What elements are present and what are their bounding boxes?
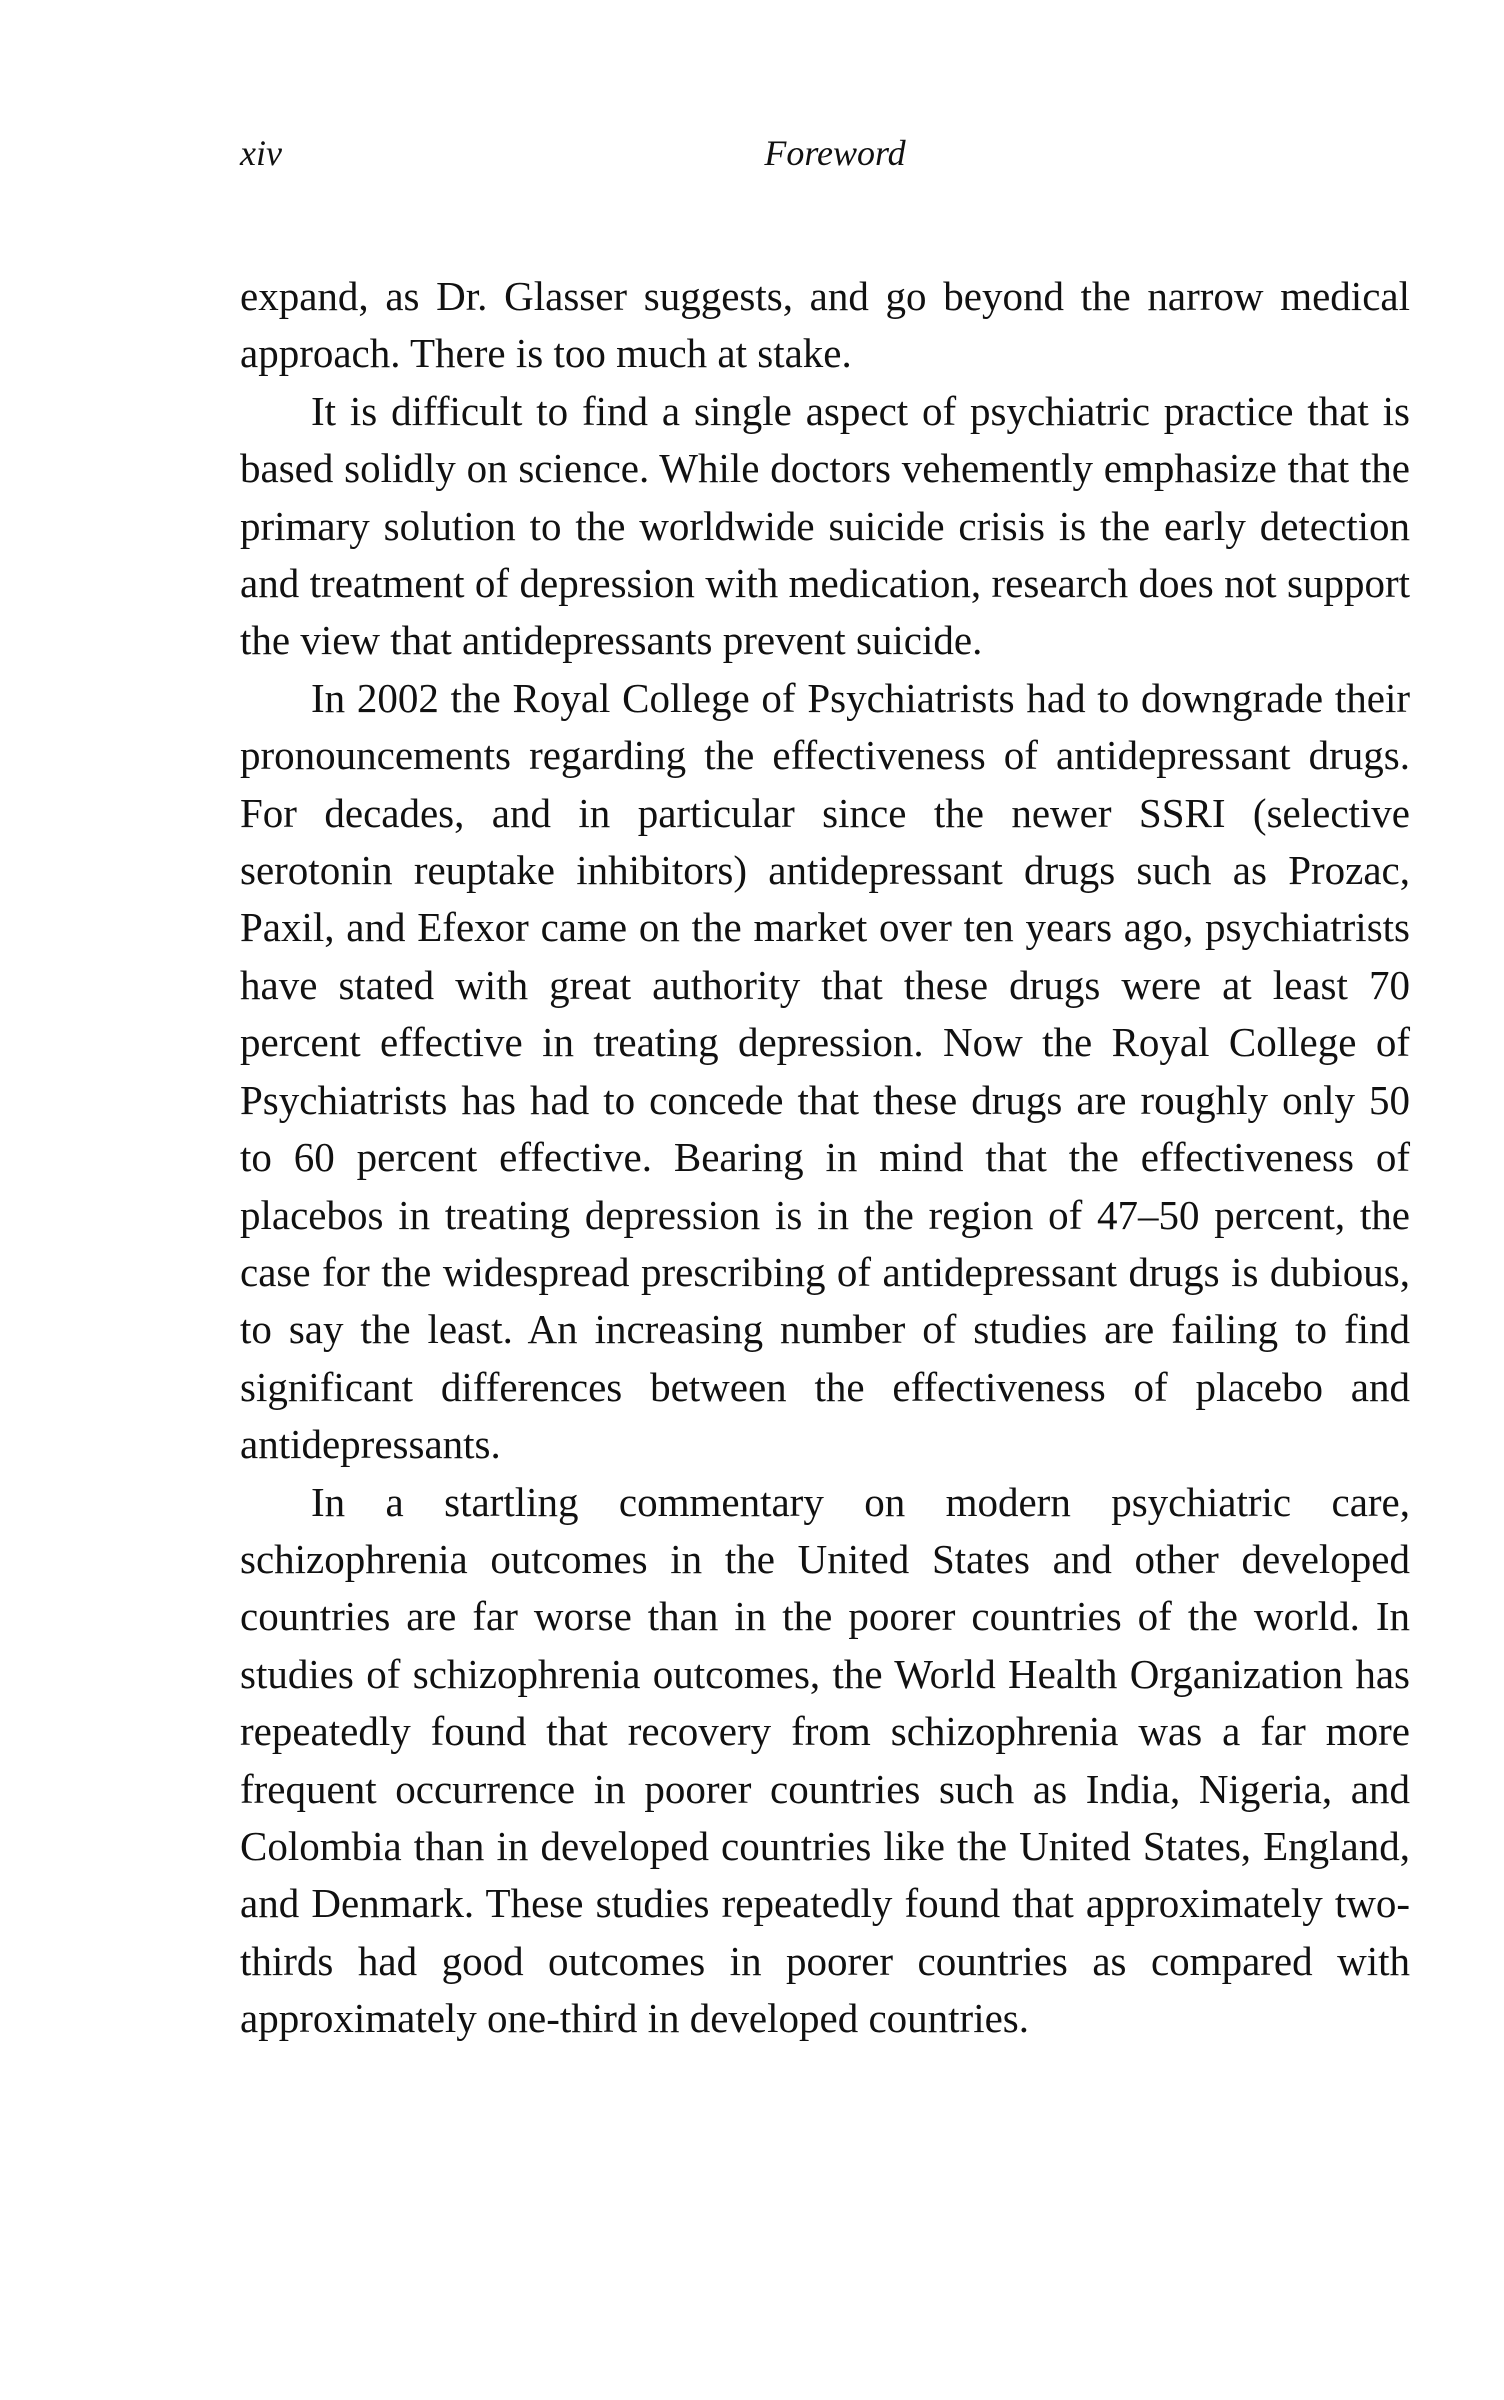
body-text [240,268,1410,2048]
paragraph: It is difficult to find a single aspect of psychiatric practice that is based solidly on science. While doctors vehemently emphasize that the primary solution to the worldwide suicide crisis is the early detection and treatment of depression with medication, research does not support the view that antidepressants prevent suicide. [240,387,1410,664]
paragraph: In 2002 the Royal College of Psychiatrists had to downgrade their pronouncements regarding the effectiveness of antidepressant drugs. For decades, and in particular since the newer SSRI (selective serotonin reuptake inhibitors) antidepressant drugs such as Prozac, Paxil, and Efexor came on the market over ten years ago, psychiatrists have stated with great authority that these drugs were at least 70 percent effective in treating depression. Now the Royal College of Psychiatrists has had to concede that these drugs are roughly only 50 to 60 percent effective. Bearing in mind that the effectiveness of placebos in treating depression is in the region of 47–50 percent, the case for the widespread prescribing of antidepressant drugs is dubious, to say the least. An increasing number of studies are failing to find significant differences between the effectiveness of placebo and antidepressants. [240,674,1410,1468]
page-number: xiv [240,133,282,173]
running-head [240,128,1410,178]
paragraph: In a startling commentary on modern psychiatric care, schizophrenia outcomes in the United States and other developed countries are far worse than in the poorer countries of the world. In studies of schizophrenia outcomes, the World Health Organization has repeatedly found that recovery from schizophrenia was a far more frequent occurrence in poorer countries such as India, Nigeria, and Colombia than in developed countries like the United States, England, and Denmark. These studies repeatedly found that approximately two-thirds had good outcomes in poorer countries as compared with approximately one-third in developed countries. [240,1478,1410,2042]
running-title: Foreword [764,133,906,173]
paragraph-continued: expand, as Dr. Glasser suggests, and go beyond the narrow medical approach. There is too much at stake. [240,273,1410,377]
